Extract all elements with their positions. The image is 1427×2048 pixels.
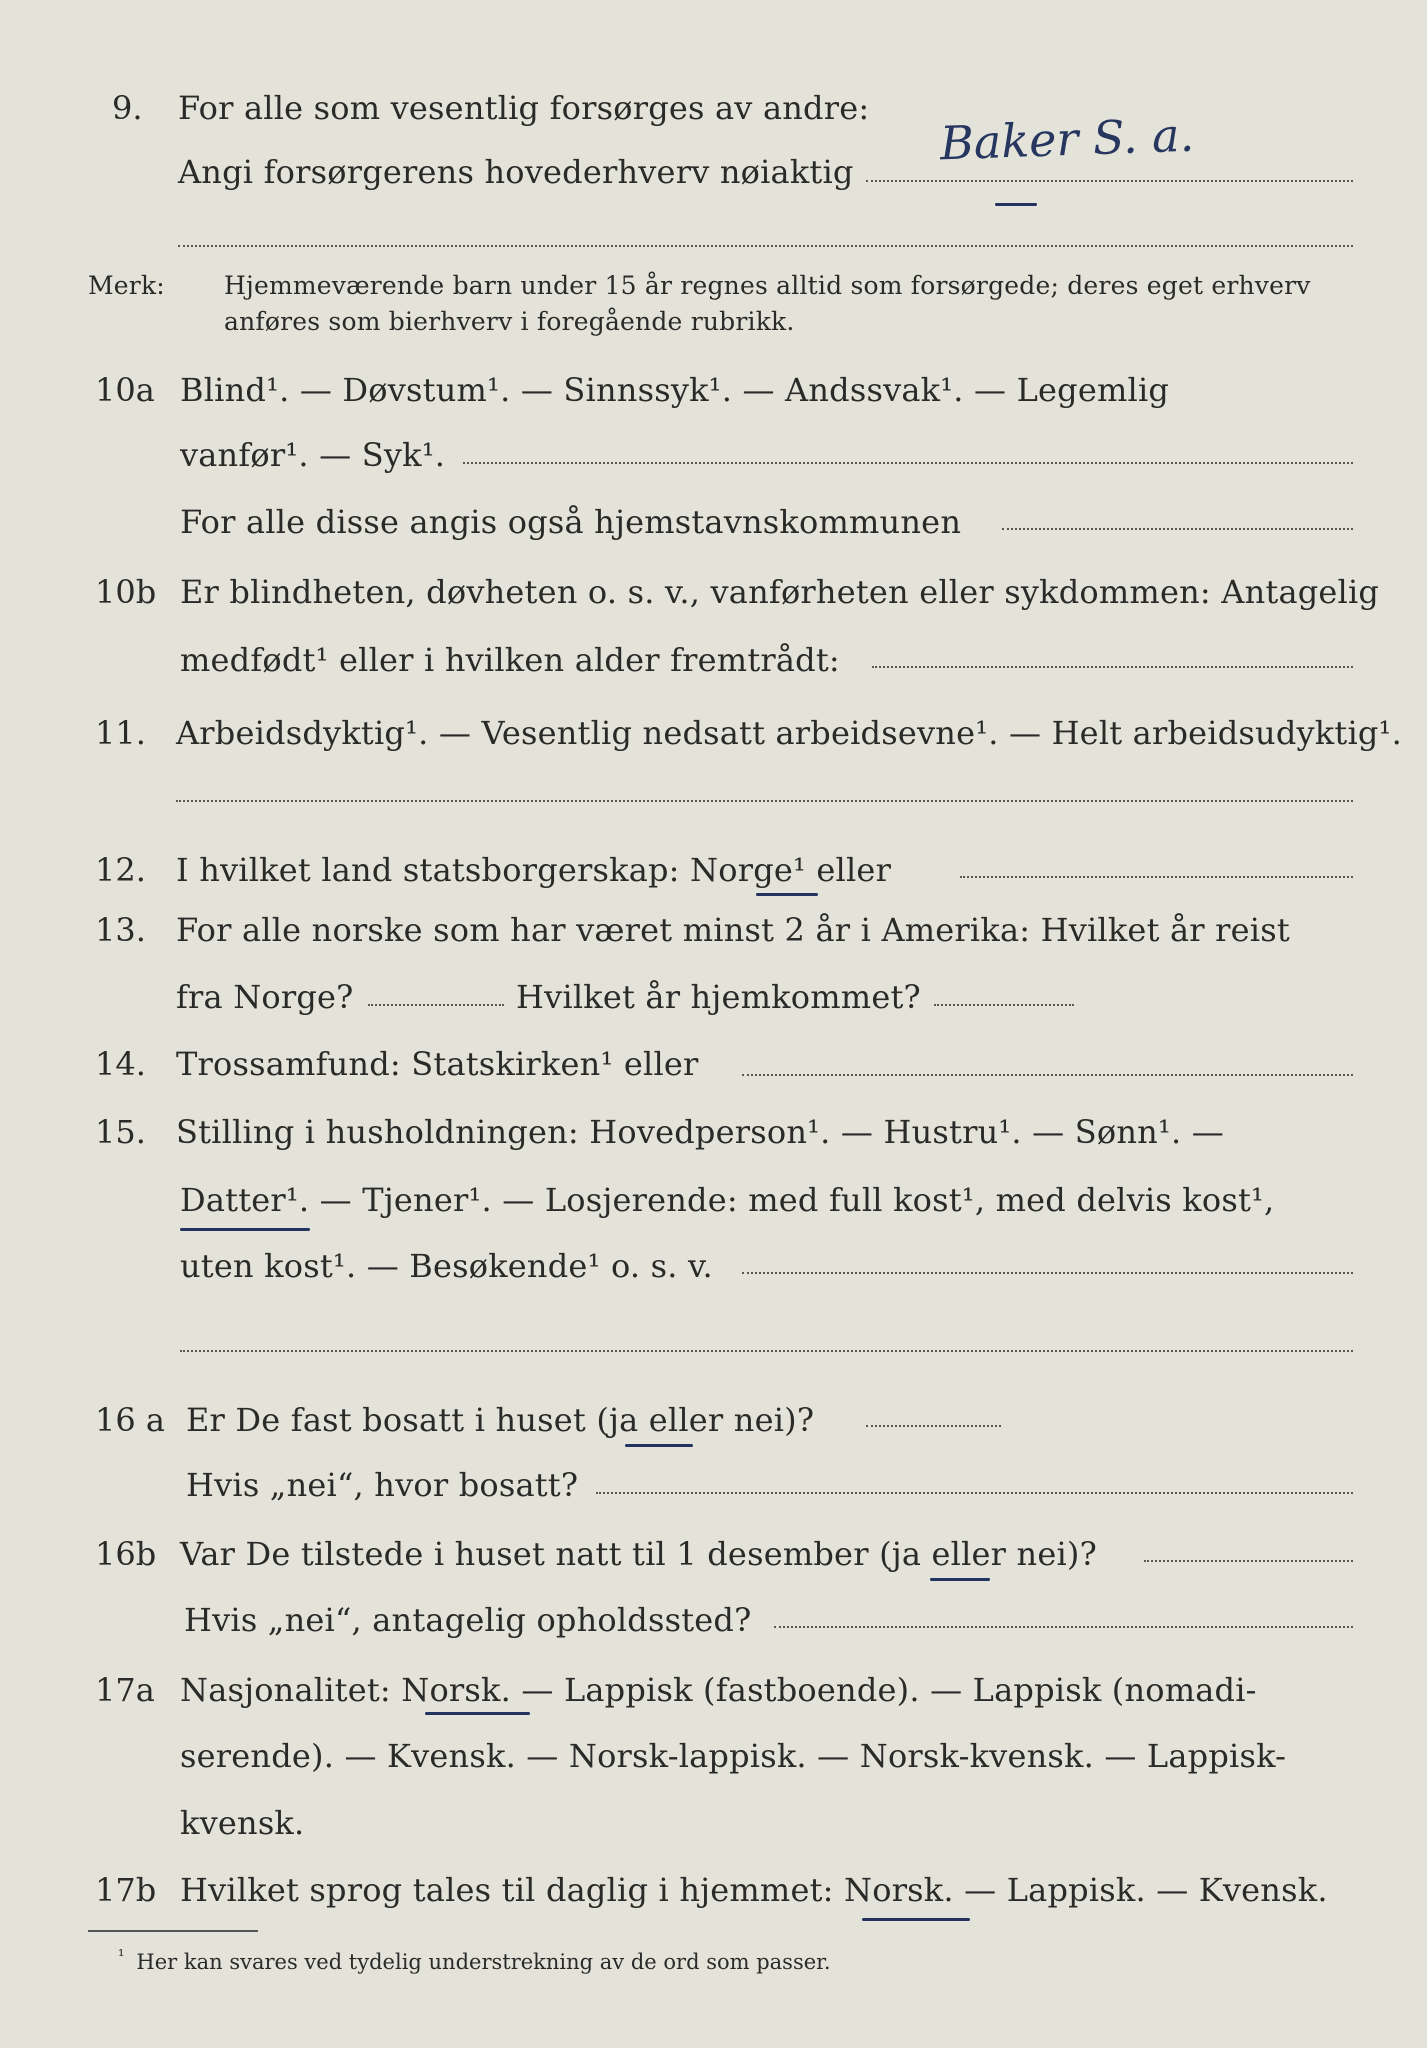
answer-line[interactable] [960,876,1353,878]
question-text: Er De fast bosatt i huset (ja eller nei)? [186,1401,815,1439]
answer-line[interactable] [872,666,1353,668]
question-text: Stilling i husholdningen: Hovedperson¹. — Hustru¹. — Sønn¹. — [176,1113,1224,1151]
question-10a-line-3 [0,492,1427,552]
question-text: For alle norske som har været minst 2 år i Amerika: Hvilket år reist [176,911,1290,949]
question-number: 17b [95,1871,157,1909]
question-text: uten kost¹. — Besøkende¹ o. s. v. [180,1247,713,1285]
question-15 [0,1102,1427,1162]
question-16b-line-2 [0,1590,1427,1650]
question-16a [0,1390,1427,1450]
handwritten-dash [995,203,1037,206]
question-14 [0,1034,1427,1094]
question-15-line-3 [0,1236,1427,1296]
footnote [118,1946,831,1974]
answer-line[interactable] [866,1425,1001,1427]
question-text: Datter¹. — Tjener¹. — Losjerende: med full kost¹, med delvis kost¹, [180,1181,1275,1219]
selected-underline [862,1918,970,1921]
question-16b [0,1524,1427,1584]
question-text: medfødt¹ eller i hvilken alder fremtrådt: [180,641,840,679]
answer-line[interactable] [742,1272,1353,1274]
question-12 [0,840,1427,900]
selected-underline [756,893,818,896]
footnote-text: Her kan svares ved tydelig understrekning av de ord som passer. [136,1950,831,1974]
selected-underline [425,1712,530,1715]
question-text: I hvilket land statsborgerskap: Norge¹ eller [176,851,892,889]
question-text: For alle som vesentlig forsørges av andre: [178,89,870,127]
question-text: For alle disse angis også hjemstavnskommunen [180,503,962,541]
question-text: fra Norge? [176,978,354,1016]
answer-line[interactable] [1144,1560,1353,1562]
question-13 [0,900,1427,960]
question-9 [0,78,1427,138]
question-number: 14. [95,1045,146,1083]
question-number: 13. [95,911,146,949]
question-text: Hvis „nei“, hvor bosatt? [186,1466,579,1504]
question-text: Nasjonalitet: Norsk. — Lappisk (fastboende). — Lappisk (nomadi- [180,1671,1257,1709]
question-9-line-2 [0,142,1427,202]
question-13-line-2 [0,967,1427,1027]
question-10b [0,562,1427,622]
question-text: serende). — Kvensk. — Norsk-lappisk. — Norsk-kvensk. — Lappisk- [180,1737,1287,1775]
answer-line[interactable] [178,245,1353,247]
question-16a-line-2 [0,1455,1427,1515]
selected-underline [930,1578,990,1581]
question-10a-line-2 [0,425,1427,485]
question-17a-line-3 [0,1793,1427,1853]
answer-line[interactable] [368,1004,504,1006]
question-text: Hvilket sprog tales til daglig i hjemmet: Norsk. — Lappisk. — Kvensk. [180,1871,1328,1909]
answer-line[interactable] [180,1350,1353,1352]
question-text: Hvilket år hjemkommet? [516,978,921,1016]
question-text: Angi forsørgerens hovederhverv nøiaktig [178,153,854,191]
question-10a [0,360,1427,420]
question-number: 9. [112,89,143,127]
question-number: 12. [95,851,146,889]
question-number: 10b [95,573,157,611]
footnote-rule [88,1930,258,1932]
question-number: 16b [95,1535,157,1573]
selected-underline [625,1444,693,1447]
question-text: vanfør¹. — Syk¹. [180,436,446,474]
answer-line[interactable] [934,1004,1074,1006]
question-number: 15. [95,1113,146,1151]
note-text: anføres som bierhverv i foregående rubrikk. [224,307,795,336]
question-11 [0,703,1427,763]
answer-line[interactable] [463,462,1353,464]
question-17a [0,1660,1427,1720]
answer-line[interactable] [774,1626,1353,1628]
answer-line[interactable] [866,180,1353,182]
question-17b [0,1860,1427,1920]
question-text: kvensk. [180,1804,305,1842]
question-text: Arbeidsdyktig¹. — Vesentlig nedsatt arbeidsevne¹. — Helt arbeidsudyktig¹. [176,714,1402,752]
question-17a-line-2 [0,1726,1427,1786]
answer-line[interactable] [1002,528,1353,530]
question-text: Blind¹. — Døvstum¹. — Sinnssyk¹. — Andssvak¹. — Legemlig [180,371,1170,409]
answer-line[interactable] [176,800,1353,802]
answer-line[interactable] [742,1074,1353,1076]
handwritten-answer: Baker S. a. [939,107,1195,171]
question-10b-line-2 [0,630,1427,690]
selected-underline [180,1228,310,1231]
note-label: Merk: [88,271,165,300]
question-text: Var De tilstede i huset natt til 1 desember (ja eller nei)? [180,1535,1097,1573]
footnote-mark: ¹ [118,1946,125,1965]
question-text: Trossamfund: Statskirken¹ eller [176,1045,699,1083]
question-number: 16 a [95,1401,165,1439]
question-text: Hvis „nei“, antagelig opholdssted? [184,1601,752,1639]
question-15-line-2 [0,1170,1427,1230]
question-number: 17a [95,1671,155,1709]
question-number: 10a [95,371,155,409]
question-number: 11. [95,714,146,752]
question-text: Er blindheten, døvheten o. s. v., vanførheten eller sykdommen: Antagelig [180,573,1380,611]
note-text: Hjemmeværende barn under 15 år regnes alltid som forsørgede; deres eget erhverv [224,271,1311,300]
note-merk-line-2 [0,300,1427,360]
answer-line[interactable] [596,1492,1353,1494]
